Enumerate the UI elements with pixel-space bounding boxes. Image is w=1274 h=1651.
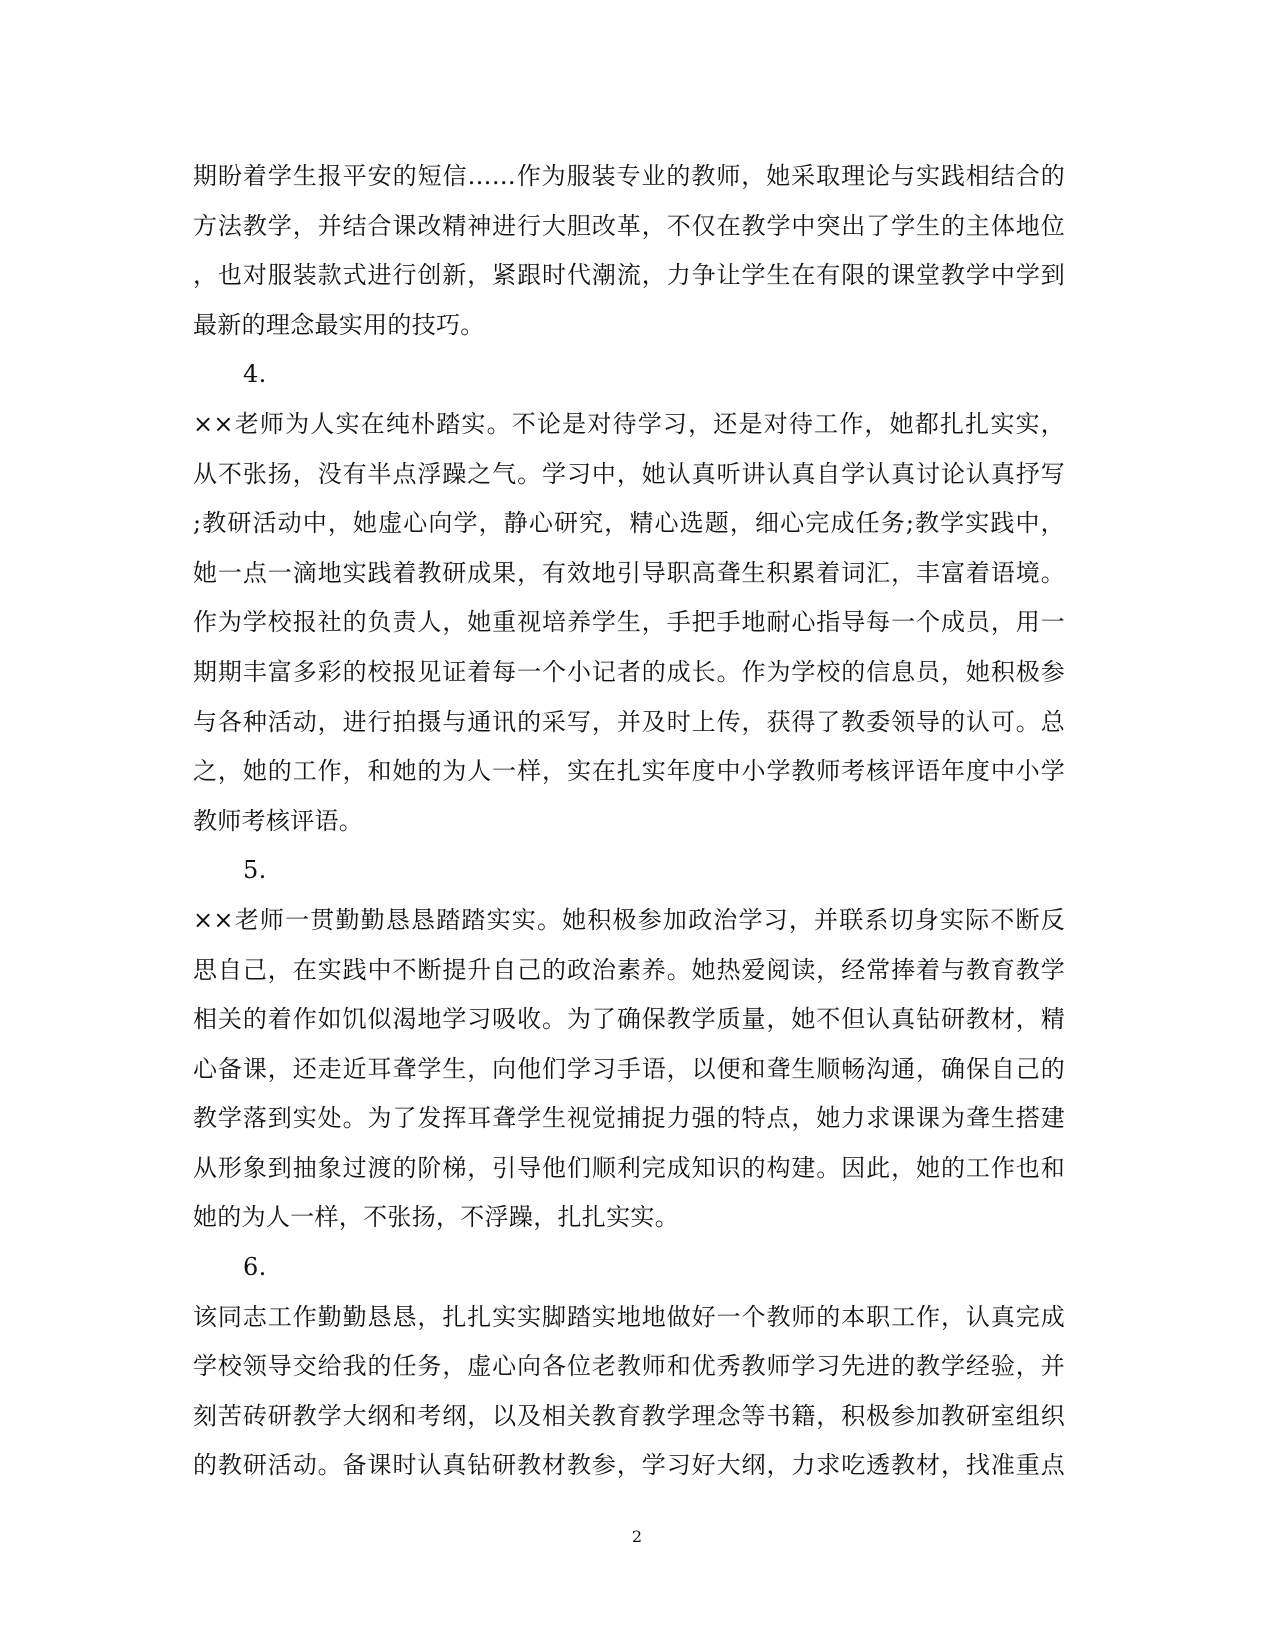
text-line: 她的为人一样，不张扬，不浮躁，扎扎实实。: [193, 1203, 679, 1232]
text-line: 刻苦砖研教学大纲和考纲，以及相关教育教学理念等书籍，积极参加教研室组织: [193, 1401, 1065, 1430]
text-line: ××老师一贯勤勤恳恳踏踏实实。她积极参加政治学习，并联系切身实际不断反: [193, 905, 1065, 934]
text-line: 从形象到抽象过渡的阶梯，引导他们顺利完成知识的构建。因此，她的工作也和: [193, 1153, 1065, 1182]
text-line: 学校领导交给我的任务，虚心向各位老教师和优秀教师学习先进的教学经验，并: [193, 1352, 1065, 1381]
section-number: 4.: [243, 360, 267, 389]
text-line: 思自己，在实践中不断提升自己的政治素养。她热爱阅读，经常捧着与教育教学: [193, 955, 1065, 984]
text-line: 教学落到实处。为了发挥耳聋学生视觉捕捉力强的特点，她力求课课为聋生搭建: [193, 1104, 1065, 1133]
text-line: 该同志工作勤勤恳恳，扎扎实实脚踏实地地做好一个教师的本职工作，认真完成: [193, 1302, 1065, 1331]
text-line: ××老师为人实在纯朴踏实。不论是对待学习，还是对待工作，她都扎扎实实，: [193, 409, 1065, 438]
section-number: 5.: [243, 856, 267, 885]
text-line: 从不张扬，没有半点浮躁之气。学习中，她认真听讲认真自学认真讨论认真抒写: [193, 459, 1065, 488]
text-line: 最新的理念最实用的技巧。: [193, 310, 485, 339]
section-number: 6.: [243, 1253, 267, 1282]
text-line: 期盼着学生报平安的短信……作为服装专业的教师，她采取理论与实践相结合的: [193, 162, 1065, 190]
text-line: ;教研活动中，她虚心向学，静心研究，精心选题，细心完成任务;教学实践中，: [193, 509, 1065, 538]
text-line: 的教研活动。备课时认真钻研教材教参，学习好大纲，力求吃透教材，找准重点: [193, 1451, 1065, 1480]
page-number: 2: [631, 1527, 643, 1546]
text-line: 方法教学，并结合课改精神进行大胆改革，不仅在教学中突出了学生的主体地位: [193, 211, 1065, 240]
text-line: 之，她的工作，和她的为人一样，实在扎实年度中小学教师考核评语年度中小学: [193, 757, 1065, 786]
text-line: 她一点一滴地实践着教研成果，有效地引导职高聋生积累着词汇，丰富着语境。: [193, 558, 1065, 587]
text-line: 作为学校报社的负责人，她重视培养学生，手把手地耐心指导每一个成员，用一: [193, 608, 1065, 637]
body-text: [193, 152, 1065, 1491]
text-line: 相关的着作如饥似渴地学习吸收。为了确保教学质量，她不但认真钻研教材，精: [193, 1005, 1065, 1034]
text-line: 教师考核评语。: [193, 806, 364, 835]
text-line: 心备课，还走近耳聋学生，向他们学习手语，以便和聋生顺畅沟通，确保自己的: [193, 1054, 1065, 1083]
text-line: ，也对服装款式进行创新，紧跟时代潮流，力争让学生在有限的课堂教学中学到: [193, 261, 1065, 290]
text-line: 期期丰富多彩的校报见证着每一个小记者的成长。作为学校的信息员，她积极参: [193, 657, 1065, 686]
text-line: 与各种活动，进行拍摄与通讯的采写，并及时上传，获得了教委领导的认可。总: [193, 707, 1065, 736]
